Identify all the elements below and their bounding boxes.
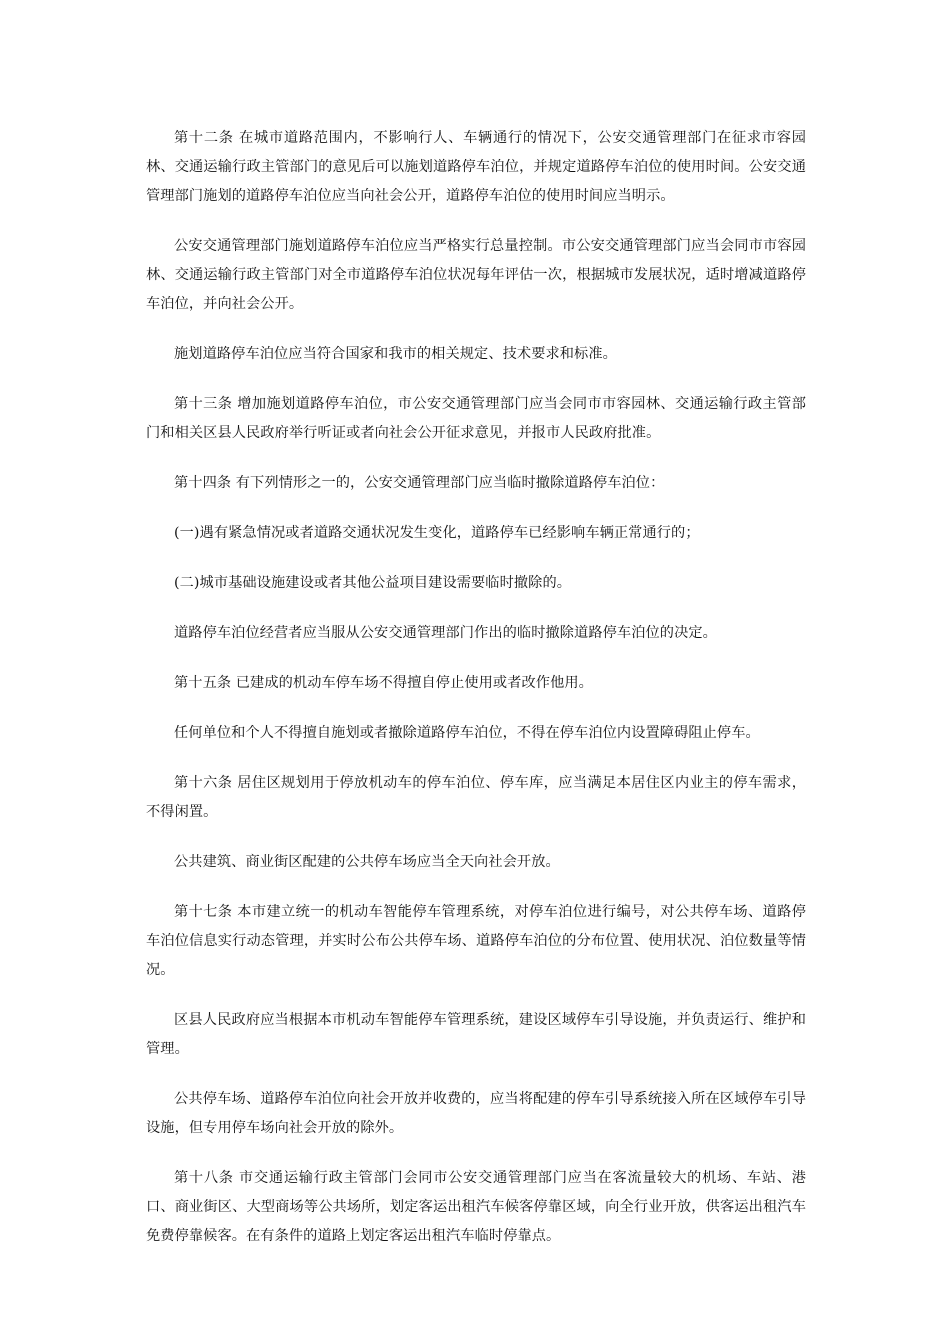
paragraph-no-unauthorized-marking: 任何单位和个人不得擅自施划或者撤除道路停车泊位，不得在停车泊位内设置障碍阻止停车。 [174,725,760,741]
paragraph-article-13: 第十三条 增加施划道路停车泊位，市公安交通管理部门应当会同市市容园林、交通运输行政主管部门和相关区县人民政府举行听证或者向社会公开征求意见，并报市人民政府批准。 [146,396,806,441]
paragraph-article-14: 第十四条 有下列情形之一的，公安交通管理部门应当临时撤除道路停车泊位： [174,475,665,491]
paragraph-article-18: 第十八条 市交通运输行政主管部门会同市公安交通管理部门应当在客流量较大的机场、车站、港口、商业街区、大型商场等公共场所，划定客运出租汽车候客停靠区域，向全行业开放，供客运出租汽车免费停靠候客。在有条件的道路上划定客运出租汽车临时停靠点。 [146,1170,806,1244]
document-body [146,124,806,1272]
paragraph-district-guidance: 区县人民政府应当根据本市机动车智能停车管理系统，建设区域停车引导设施，并负责运行、维护和管理。 [146,1012,806,1057]
paragraph-guidance-integration: 公共停车场、道路停车泊位向社会开放并收费的，应当将配建的停车引导系统接入所在区域停车引导设施，但专用停车场向社会开放的除外。 [146,1091,806,1136]
paragraph-article-12: 第十二条 在城市道路范围内，不影响行人、车辆通行的情况下，公安交通管理部门在征求市容园林、交通运输行政主管部门的意见后可以施划道路停车泊位，并规定道路停车泊位的使用时间。公安交通管理部门施划的道路停车泊位应当向社会公开，道路停车泊位的使用时间应当明示。 [146,130,806,204]
paragraph-parking-total-control: 公安交通管理部门施划道路停车泊位应当严格实行总量控制。市公安交通管理部门应当会同市市容园林、交通运输行政主管部门对全市道路停车泊位状况每年评估一次，根据城市发展状况，适时增减道路停车泊位，并向社会公开。 [146,238,806,312]
paragraph-public-parking-open: 公共建筑、商业街区配建的公共停车场应当全天向社会开放。 [174,854,560,870]
paragraph-article-14-item-2: (二)城市基础设施建设或者其他公益项目建设需要临时撤除的。 [174,575,572,591]
paragraph-article-14-item-1: (一)遇有紧急情况或者道路交通状况发生变化，道路停车已经影响车辆正常通行的； [174,525,700,541]
paragraph-article-17: 第十七条 本市建立统一的机动车智能停车管理系统，对停车泊位进行编号，对公共停车场、道路停车泊位信息实行动态管理，并实时公布公共停车场、道路停车泊位的分布位置、使用状况、泊位数量等情况。 [146,904,806,978]
paragraph-standards: 施划道路停车泊位应当符合国家和我市的相关规定、技术要求和标准。 [174,346,617,362]
paragraph-article-16: 第十六条 居住区规划用于停放机动车的停车泊位、停车库，应当满足本居住区内业主的停车需求，不得闲置。 [146,775,806,820]
paragraph-operator-compliance: 道路停车泊位经营者应当服从公安交通管理部门作出的临时撤除道路停车泊位的决定。 [174,625,717,641]
paragraph-article-15: 第十五条 已建成的机动车停车场不得擅自停止使用或者改作他用。 [174,675,593,691]
